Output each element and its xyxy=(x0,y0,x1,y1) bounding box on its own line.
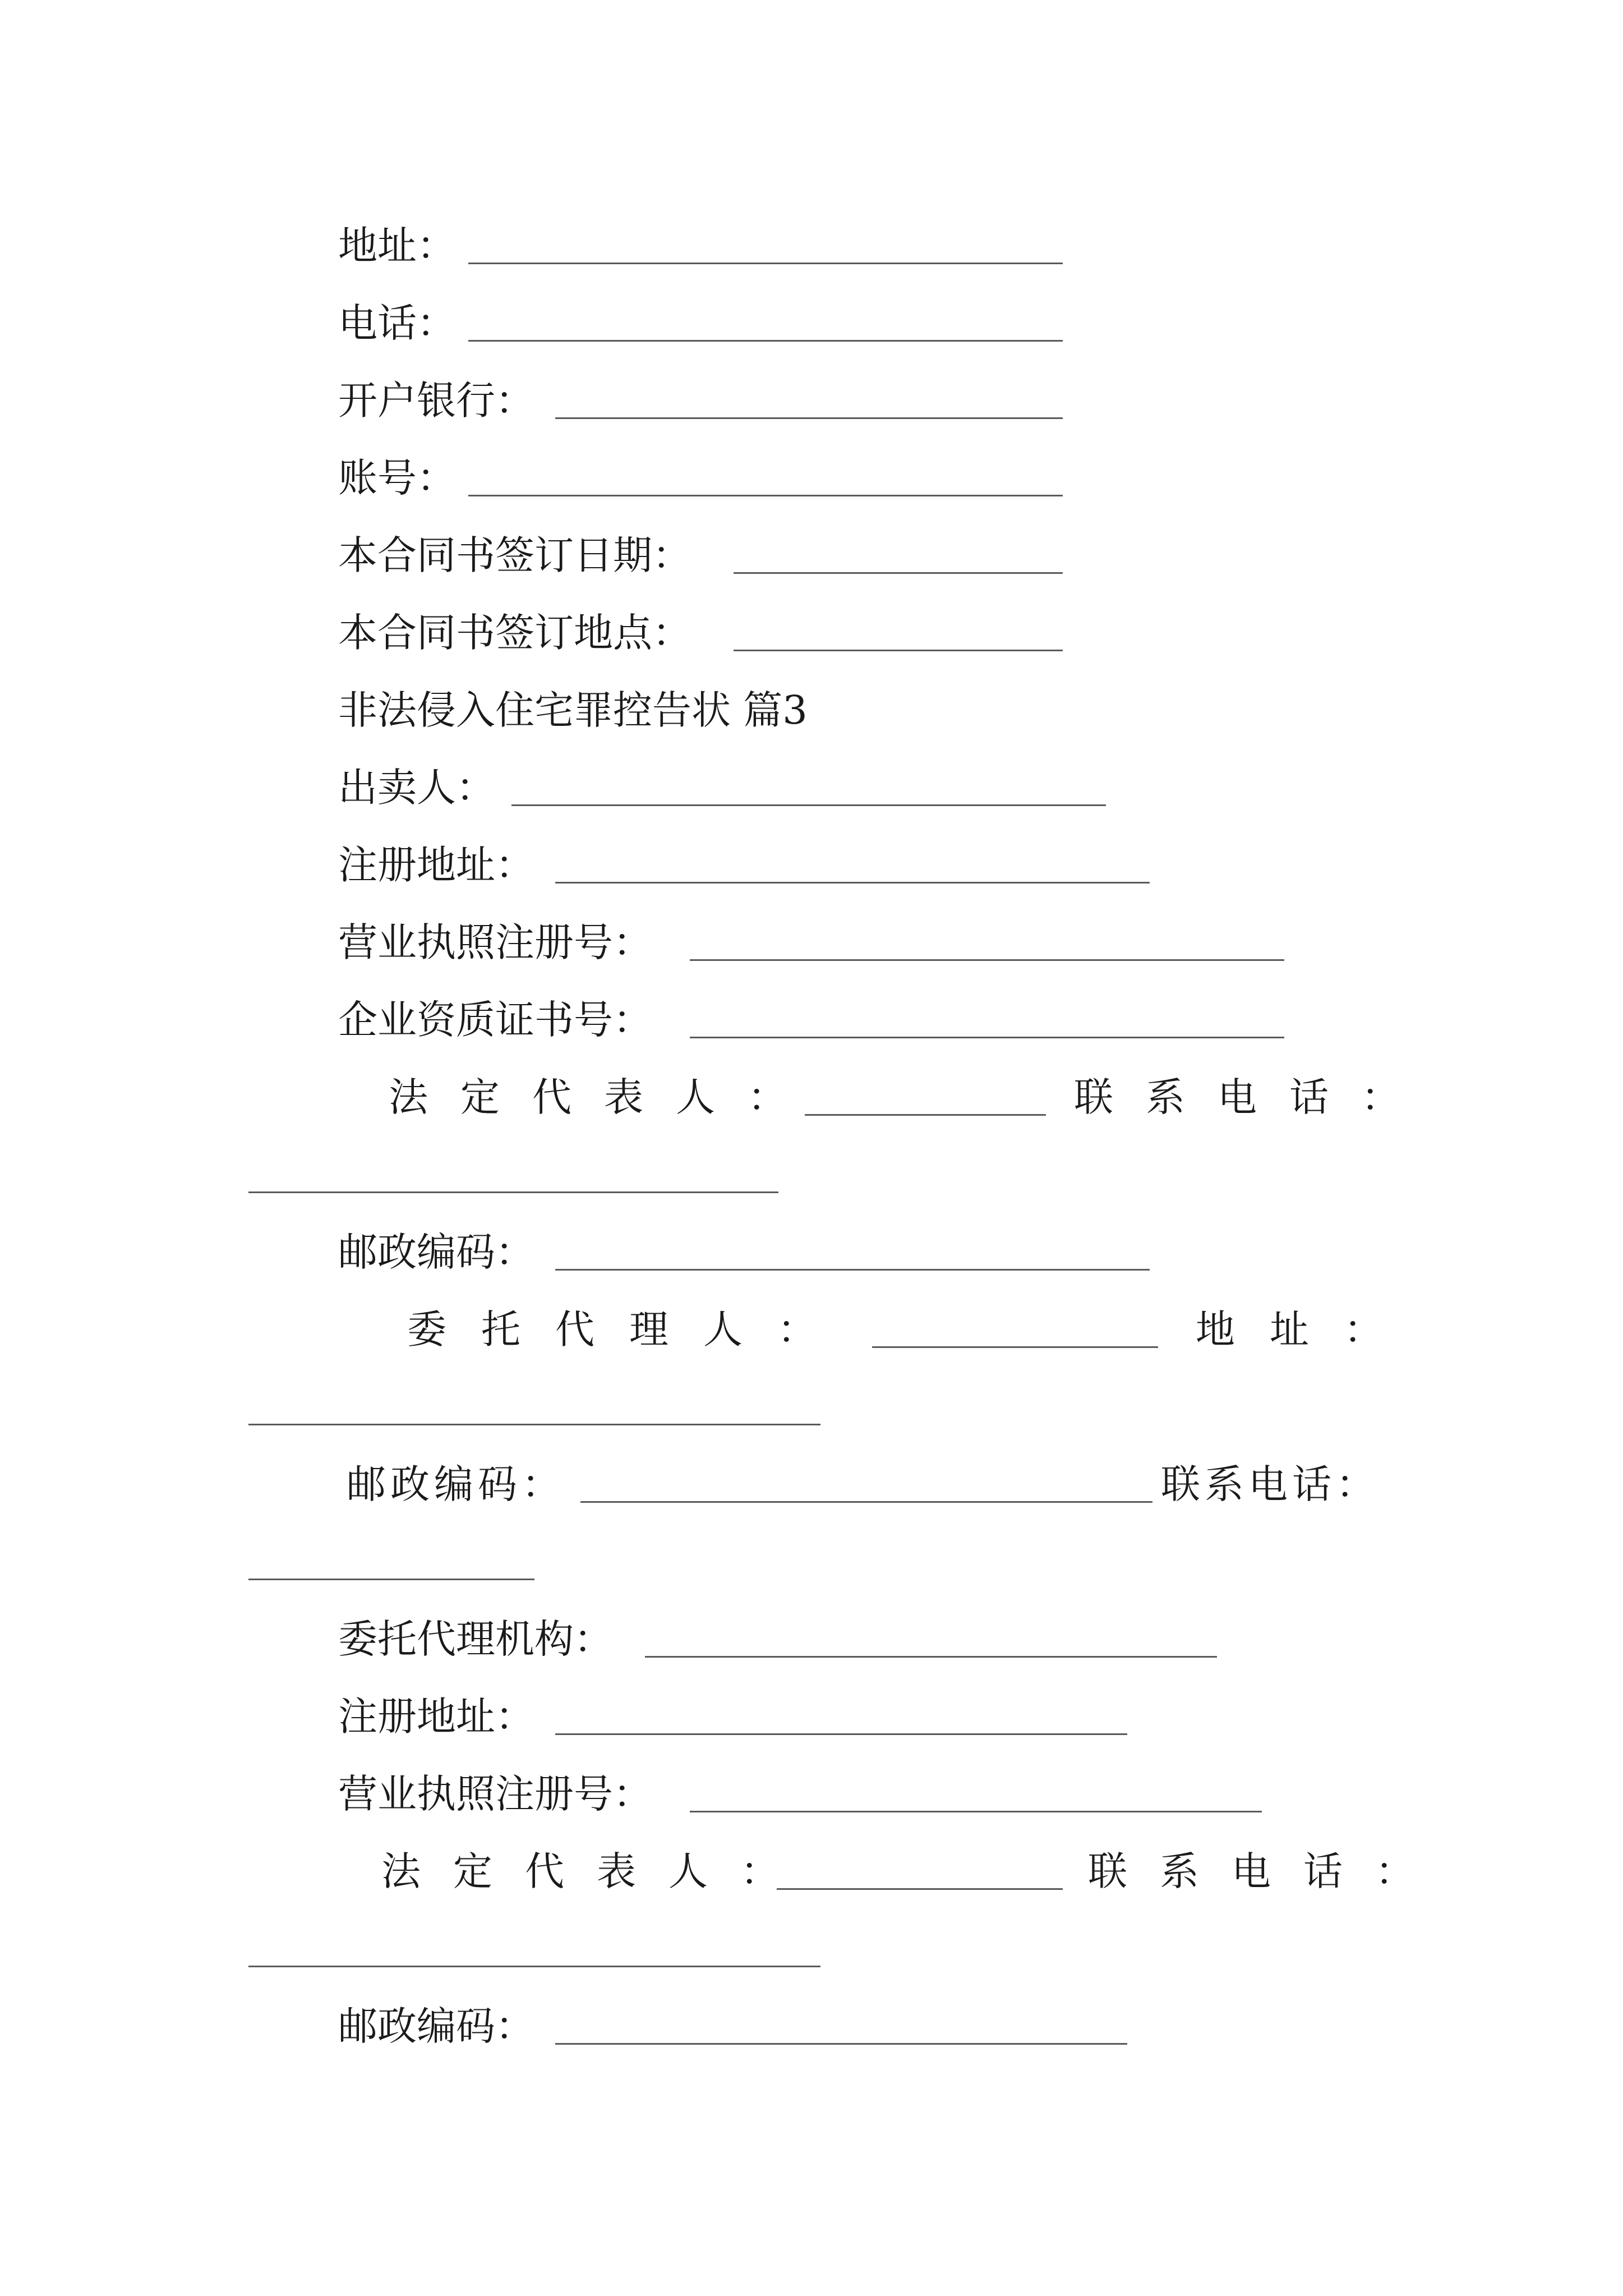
sign-place-blank[interactable] xyxy=(734,650,1063,651)
seller-license-blank[interactable] xyxy=(690,959,1284,961)
agency-postal-label: 邮政编码： xyxy=(338,2003,534,2049)
agent-address-blank[interactable] xyxy=(248,1424,820,1425)
agency-license-row xyxy=(338,1769,652,1819)
agency-contact-phone-blank[interactable] xyxy=(248,1966,820,1967)
agency-row xyxy=(338,1614,613,1664)
seller-qualification-row xyxy=(338,995,652,1045)
seller-postal-blank[interactable] xyxy=(555,1269,1150,1271)
phone-blank[interactable] xyxy=(468,340,1063,342)
seller-reg-address-label: 注册地址： xyxy=(338,842,534,888)
seller-legal-rep-blank[interactable] xyxy=(805,1114,1046,1116)
agency-license-blank[interactable] xyxy=(690,1811,1262,1812)
seller-qualification-blank[interactable] xyxy=(690,1037,1284,1038)
seller-label: 出卖人： xyxy=(338,765,495,811)
phone-row xyxy=(338,298,456,348)
address-blank[interactable] xyxy=(468,263,1063,264)
agent-postal-blank[interactable] xyxy=(580,1501,1152,1503)
agent-contact-phone-blank[interactable] xyxy=(248,1579,534,1580)
bank-blank[interactable] xyxy=(555,417,1063,419)
sign-place-label: 本合同书签订地点： xyxy=(338,610,691,656)
account-label: 账号： xyxy=(338,455,456,501)
agency-reg-address-blank[interactable] xyxy=(555,1733,1127,1735)
account-blank[interactable] xyxy=(468,495,1063,496)
agent-blank[interactable] xyxy=(872,1346,1158,1348)
seller-contact-phone-label: 联系电话： xyxy=(1074,1074,1433,1120)
agent-row xyxy=(407,1304,851,1355)
seller-contact-phone-blank[interactable] xyxy=(248,1191,778,1193)
agency-legal-rep-row xyxy=(381,1846,812,1897)
phone-label: 电话： xyxy=(338,300,456,346)
bank-label: 开户银行： xyxy=(338,378,534,424)
sign-date-blank[interactable] xyxy=(734,572,1063,574)
agency-contact-phone-label: 联系电话： xyxy=(1088,1848,1447,1894)
seller-license-row xyxy=(338,917,652,968)
seller-qualification-label: 企业资质证书号： xyxy=(338,997,652,1043)
sign-date-row xyxy=(338,530,691,581)
seller-contact-phone-row xyxy=(1074,1072,1433,1122)
agent-postal-label: 邮政编码： xyxy=(347,1461,565,1507)
agent-address-row xyxy=(1196,1304,1418,1355)
seller-postal-label: 邮政编码： xyxy=(338,1229,534,1275)
agent-address-label: 地址： xyxy=(1196,1306,1418,1352)
seller-legal-rep-row xyxy=(389,1072,819,1122)
sign-place-row xyxy=(338,608,691,658)
agency-label: 委托代理机构： xyxy=(338,1616,613,1662)
agent-contact-phone-row xyxy=(1161,1459,1380,1510)
sign-date-label: 本合同书签订日期： xyxy=(338,532,691,578)
address-label: 地址： xyxy=(338,223,456,269)
seller-legal-rep-label: 法定代表人： xyxy=(389,1074,819,1120)
seller-postal-row xyxy=(338,1227,534,1277)
seller-row xyxy=(338,762,495,813)
section-heading: 非法侵入住宅罪控告状 篇3 xyxy=(338,687,808,733)
agency-license-label: 营业执照注册号： xyxy=(338,1771,652,1817)
agency-contact-phone-row xyxy=(1088,1846,1447,1897)
agency-blank[interactable] xyxy=(645,1656,1217,1658)
agent-label: 委托代理人： xyxy=(407,1306,851,1352)
agency-reg-address-label: 注册地址： xyxy=(338,1694,534,1740)
bank-row xyxy=(338,375,534,426)
agency-postal-blank[interactable] xyxy=(555,2043,1127,2045)
agent-contact-phone-label: 联系电话： xyxy=(1161,1461,1380,1507)
seller-reg-address-blank[interactable] xyxy=(555,882,1150,884)
account-row xyxy=(338,453,456,503)
agency-legal-rep-label: 法定代表人： xyxy=(381,1848,812,1894)
agent-postal-row xyxy=(347,1459,565,1510)
address-row xyxy=(338,220,456,271)
seller-blank[interactable] xyxy=(511,804,1106,806)
agency-reg-address-row xyxy=(338,1691,534,1742)
agency-legal-rep-blank[interactable] xyxy=(777,1888,1063,1890)
seller-reg-address-row xyxy=(338,840,534,890)
agency-postal-row xyxy=(338,2001,534,2051)
seller-license-label: 营业执照注册号： xyxy=(338,919,652,965)
